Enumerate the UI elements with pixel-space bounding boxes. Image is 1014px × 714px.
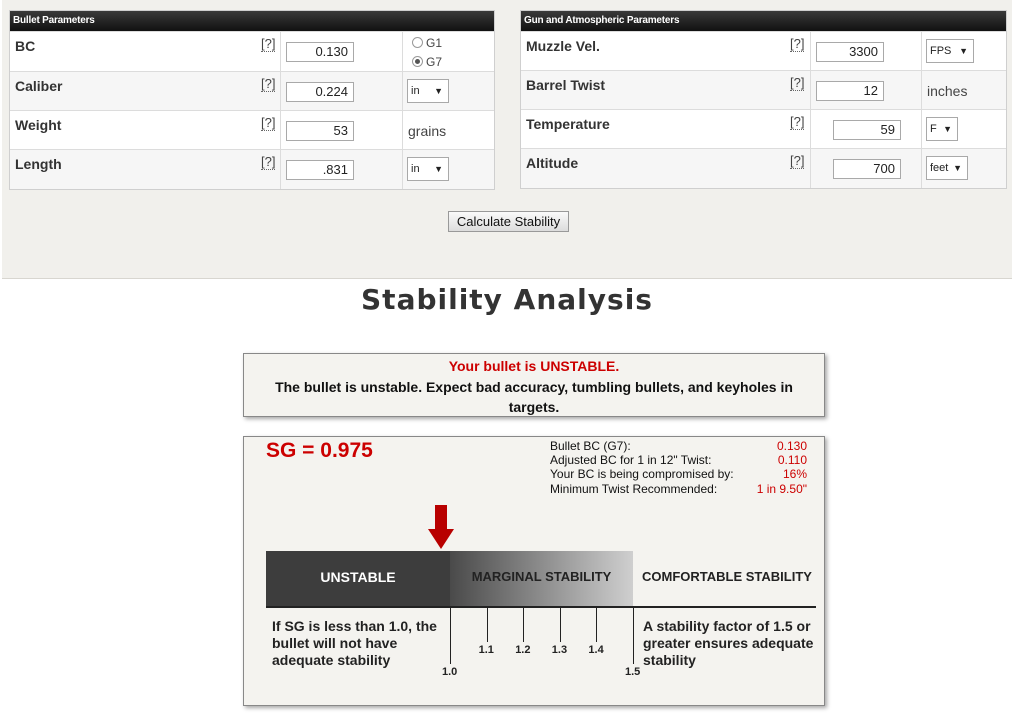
temperature-row — [521, 109, 1006, 149]
comfortable-label: COMFORTABLE STABILITY — [642, 569, 812, 584]
stability-result-box — [243, 436, 825, 706]
stat-label: Adjusted BC for 1 in 12" Twist: — [550, 453, 712, 467]
muzzle-velocity-row — [521, 31, 1006, 71]
weight-label: Weight — [15, 117, 62, 133]
barrel-twist-input[interactable]: 12 — [816, 81, 884, 101]
divider — [810, 32, 811, 71]
gun-panel-header: Gun and Atmospheric Parameters — [521, 11, 1006, 31]
weight-help-link[interactable]: [?] — [261, 115, 276, 130]
divider — [810, 71, 811, 110]
calculate-stability-button[interactable]: Calculate Stability — [448, 211, 569, 232]
barrel-twist-help-link[interactable]: [?] — [790, 75, 805, 90]
caliber-input[interactable]: 0.224 — [286, 82, 354, 102]
altitude-unit-select[interactable] — [926, 156, 968, 180]
scale-tick — [523, 608, 524, 642]
stat-value: 0.110 — [777, 453, 807, 467]
result-headline: Your bullet is UNSTABLE. — [448, 358, 620, 374]
temperature-unit-select[interactable] — [926, 117, 958, 141]
altitude-unit-value: feet — [930, 162, 949, 174]
g1-radio[interactable] — [412, 36, 442, 50]
velocity-unit-value: FPS — [930, 45, 952, 57]
unstable-label: UNSTABLE — [320, 569, 396, 585]
muzzle-velocity-label: Muzzle Vel. — [526, 38, 600, 54]
dropdown-arrow-icon: ▼ — [434, 86, 443, 96]
g1-label: G1 — [426, 36, 443, 50]
scale-tick — [450, 608, 451, 664]
marginal-label: MARGINAL STABILITY — [471, 569, 612, 584]
stat-value: 16% — [782, 467, 807, 481]
stat-label: Your BC is being compromised by: — [550, 467, 734, 481]
page-title: Stability Analysis — [361, 283, 653, 316]
length-row — [10, 149, 494, 189]
divider — [402, 111, 403, 150]
divider — [280, 32, 281, 71]
temperature-label: Temperature — [526, 116, 610, 132]
weight-row — [10, 110, 494, 150]
stat-value: 0.130 — [776, 439, 807, 453]
radio-selected-icon — [412, 56, 423, 67]
temperature-input[interactable]: 59 — [833, 120, 901, 140]
g7-label: G7 — [426, 55, 443, 69]
altitude-row — [521, 148, 1006, 188]
divider — [402, 150, 403, 189]
length-input[interactable]: .831 — [286, 160, 354, 180]
bc-label: BC — [15, 38, 36, 54]
weight-input[interactable]: 53 — [286, 121, 354, 141]
muzzle-velocity-input[interactable]: 3300 — [816, 42, 884, 62]
bullet-panel-header: Bullet Parameters — [10, 11, 494, 31]
barrel-twist-row — [521, 70, 1006, 110]
divider — [280, 150, 281, 189]
scale-tick-label: 1.2 — [515, 644, 531, 656]
temperature-help-link[interactable]: [?] — [790, 114, 805, 129]
length-help-link[interactable]: [?] — [261, 154, 276, 169]
divider — [280, 111, 281, 150]
altitude-input[interactable]: 700 — [833, 159, 901, 179]
velocity-unit-select[interactable] — [926, 39, 974, 63]
length-label: Length — [15, 156, 62, 172]
divider — [280, 72, 281, 111]
caliber-row — [10, 71, 494, 111]
weight-unit: grains — [408, 123, 447, 139]
dropdown-arrow-icon: ▼ — [953, 163, 962, 173]
unstable-description: If SG is less than 1.0, the bullet will not have adequate stability — [272, 618, 437, 668]
temperature-unit-value: F — [930, 123, 937, 135]
g7-radio[interactable] — [412, 55, 442, 69]
scale-tick — [487, 608, 488, 642]
caliber-label: Caliber — [15, 78, 63, 94]
length-unit-value: in — [411, 163, 420, 175]
scale-tick — [596, 608, 597, 642]
dropdown-arrow-icon: ▼ — [434, 164, 443, 174]
comfortable-description: A stability factor of 1.5 or greater ensures adequate stability — [643, 618, 814, 668]
scale-tick — [560, 608, 561, 642]
scale-tick-label: 1.3 — [551, 644, 568, 656]
altitude-help-link[interactable]: [?] — [790, 153, 805, 168]
bc-help-link[interactable]: [?] — [261, 36, 276, 51]
stat-label: Bullet BC (G7): — [550, 439, 631, 453]
barrel-twist-label: Barrel Twist — [526, 77, 606, 93]
result-message-box — [243, 353, 825, 417]
altitude-label: Altitude — [526, 155, 579, 171]
divider — [921, 110, 922, 149]
dropdown-arrow-icon: ▼ — [959, 46, 968, 56]
radio-circle-icon — [412, 37, 423, 48]
divider — [921, 149, 922, 188]
scale-tick-label: 1.1 — [478, 644, 494, 656]
scale-tick-label: 1.4 — [588, 644, 604, 656]
divider — [402, 72, 403, 111]
bc-row — [10, 31, 494, 71]
dropdown-arrow-icon: ▼ — [943, 124, 952, 134]
sg-indicator-arrow-icon — [426, 505, 456, 551]
form-area — [2, 0, 1012, 279]
divider — [810, 110, 811, 149]
scale-tick-label: 1.0 — [442, 666, 458, 678]
result-detail: The bullet is unstable. Expect bad accuracy, tumbling bullets, and keyholes in targets. — [275, 379, 793, 415]
gun-atmospheric-panel — [520, 10, 1007, 189]
twist-unit: inches — [927, 83, 968, 99]
stat-value: 1 in 9.50" — [756, 482, 807, 496]
sg-value: SG = 0.975 — [266, 439, 373, 462]
caliber-unit-select[interactable] — [407, 79, 449, 103]
divider — [810, 149, 811, 188]
scale-baseline — [266, 606, 816, 608]
stat-label: Minimum Twist Recommended: — [550, 482, 718, 496]
caliber-unit-value: in — [411, 85, 420, 97]
length-unit-select[interactable] — [407, 157, 449, 181]
scale-tick-label: 1.5 — [625, 666, 641, 678]
divider — [402, 32, 403, 71]
scale-tick — [633, 608, 634, 664]
bc-input[interactable]: 0.130 — [286, 42, 354, 62]
divider — [921, 32, 922, 71]
divider — [921, 71, 922, 110]
bullet-parameters-panel — [9, 10, 495, 190]
caliber-help-link[interactable]: [?] — [261, 76, 276, 91]
muzzle-velocity-help-link[interactable]: [?] — [790, 36, 805, 51]
